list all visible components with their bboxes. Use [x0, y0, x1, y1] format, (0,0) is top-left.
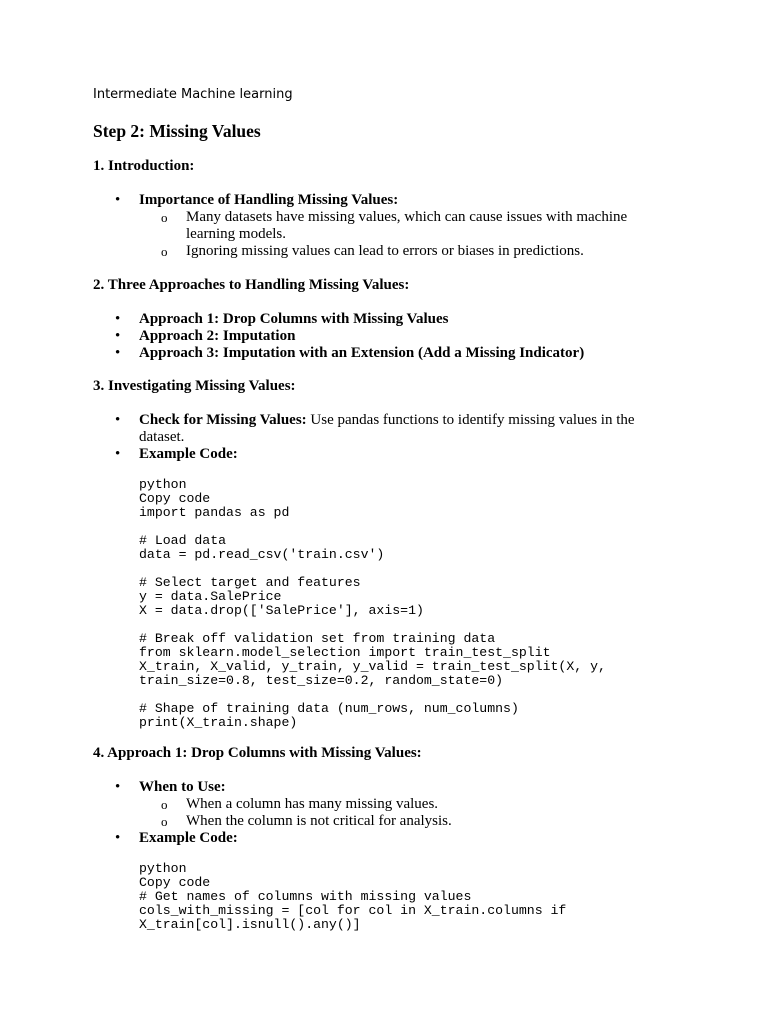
code-block: python Copy code # Get names of columns with missing values cols_with_missing = [col for col in X_train.columns if X_train[col].isnull().any()] [139, 861, 567, 932]
bullet-icon: • [115, 412, 121, 428]
list-item [115, 446, 238, 463]
bullet-icon: • [115, 328, 121, 344]
list-item [115, 192, 399, 209]
document-header: Intermediate Machine learning [93, 87, 293, 102]
bullet-text: Use pandas functions to identify missing values in the dataset. [139, 412, 635, 445]
bullet-label: Example Code: [139, 446, 238, 462]
sub-item-text: Ignoring missing values can lead to errors or biases in predictions. [186, 243, 584, 259]
bullet-icon: • [115, 830, 121, 846]
bullet-icon: • [115, 192, 121, 208]
bullet-label: When to Use: [139, 779, 226, 795]
bullet-icon: • [115, 446, 121, 462]
list-item [115, 311, 449, 328]
sub-list-item [161, 243, 656, 260]
list-item [115, 830, 238, 847]
section-heading-introduction: 1. Introduction: [93, 158, 195, 174]
bullet-icon: • [115, 311, 121, 327]
bullet-label: Approach 1: Drop Columns with Missing Values [139, 311, 449, 327]
bullet-icon: • [115, 779, 121, 795]
sub-bullet-icon: o [161, 210, 168, 225]
bullet-label: Importance of Handling Missing Values: [139, 192, 399, 208]
sub-bullet-icon: o [161, 797, 168, 812]
sub-list-item [161, 209, 656, 243]
list-item [115, 328, 296, 345]
bullet-label: Approach 3: Imputation with an Extension (Add a Missing Indicator) [139, 345, 585, 361]
section-heading-drop-columns: 4. Approach 1: Drop Columns with Missing Values: [93, 745, 422, 761]
sub-item-text: When the column is not critical for analysis. [186, 813, 452, 829]
sub-list-item [161, 813, 656, 830]
page-title: Step 2: Missing Values [93, 121, 261, 141]
list-item [115, 779, 226, 796]
sub-list-item [161, 796, 656, 813]
sub-item-text: Many datasets have missing values, which can cause issues with machine learning models. [186, 209, 628, 242]
list-item [115, 412, 659, 446]
code-block: python Copy code import pandas as pd # Load data data = pd.read_csv('train.csv') # Select target and features y = data.SalePrice X = data.drop(['SalePrice'], axis=1) # Break off validation set from training data from sklearn.model_selection import train_test_split X_train, X_valid, y_train, y_valid = train_test_split(X, y, train_size=0.8, test_size=0.2, random_state=0) # Shape of training data (num_rows, num_columns) print(X_train.shape) [139, 477, 606, 730]
section-heading-investigating: 3. Investigating Missing Values: [93, 378, 296, 394]
sub-bullet-icon: o [161, 814, 168, 829]
section-heading-approaches: 2. Three Approaches to Handling Missing Values: [93, 277, 410, 293]
sub-bullet-icon: o [161, 244, 168, 259]
bullet-label: Example Code: [139, 830, 238, 846]
sub-item-text: When a column has many missing values. [186, 796, 439, 812]
bullet-label: Approach 2: Imputation [139, 328, 296, 344]
list-item [115, 345, 585, 362]
bullet-label: Check for Missing Values: [139, 412, 307, 428]
bullet-icon: • [115, 345, 121, 361]
